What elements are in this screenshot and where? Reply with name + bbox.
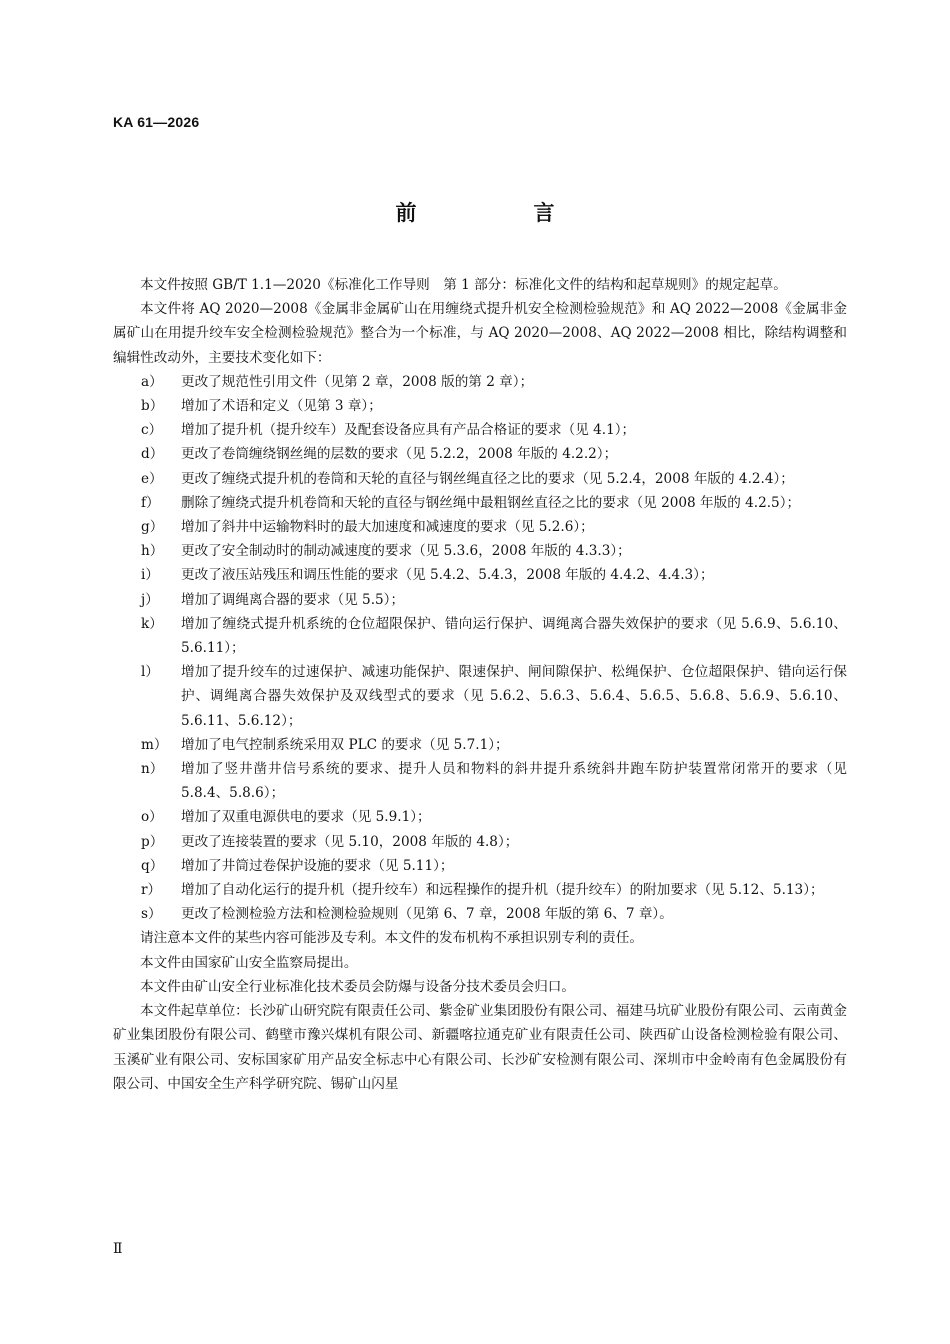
item-label: h）: [141, 543, 164, 560]
list-item: [113, 733, 847, 757]
standard-code: KA 61—2026: [113, 114, 200, 130]
list-item: [113, 442, 847, 466]
list-item: [113, 830, 847, 854]
item-label: e）: [141, 470, 163, 487]
item-text: 删除了缠绕式提升机卷筒和天轮的直径与钢丝绳中最粗钢丝直径之比的要求（见 2008 年版的 4.2.5）；: [181, 494, 801, 511]
list-item: [113, 805, 847, 829]
intro-paragraph: 本文件将 AQ 2020—2008《金属非金属矿山在用缠绕式提升机安全检测检验规范》和 AQ 2022—2008《金属非金属矿山在用提升绞车安全检测检验规范》整合为一个标准，与 AQ 2020—2008、AQ 2022—2008 相比，除结构调整和编辑性改动外，主要技术变化如下：: [113, 301, 847, 366]
item-text: 增加了竖井凿井信号系统的要求、提升人员和物料的斜井提升系统斜井跑车防护装置常闭常开的要求（见 5.8.4、5.8.6）；: [181, 761, 847, 802]
item-text: 更改了检测检验方法和检测检验规则（见第 6、7 章，2008 年版的第 6、7 章）。: [181, 906, 673, 923]
list-item: [113, 539, 847, 563]
intro-paragraph: 本文件按照 GB/T 1.1—2020《标准化工作导则 第 1 部分：标准化文件的结构和起草规则》的规定起草。: [140, 277, 787, 293]
item-label: f）: [141, 494, 160, 511]
item-label: g）: [141, 519, 164, 536]
list-item: [113, 467, 847, 491]
item-label: l）: [141, 664, 159, 681]
list-item: [113, 878, 847, 902]
document-body: [113, 273, 847, 1096]
item-label: n）: [141, 761, 164, 778]
item-label: c）: [141, 422, 163, 439]
item-label: o）: [141, 809, 163, 826]
page-number: Ⅱ: [113, 1241, 123, 1257]
list-item: [113, 612, 847, 660]
item-text: 更改了安全制动时的制动减速度的要求（见 5.3.6，2008 年版的 4.3.3）；: [181, 543, 631, 560]
item-text: 增加了井筒过卷保护设施的要求（见 5.11）；: [181, 857, 454, 874]
item-label: j）: [141, 591, 159, 608]
list-item: [113, 563, 847, 587]
list-item: [113, 515, 847, 539]
page-title: 前 言: [395, 201, 603, 225]
item-text: 增加了电气控制系统采用双 PLC 的要求（见 5.7.1）；: [181, 736, 509, 753]
item-label: q）: [141, 857, 164, 874]
proposer-statement: 本文件由国家矿山安全监察局提出。: [140, 954, 358, 971]
item-text: 增加了缠绕式提升机系统的仓位超限保护、错向运行保护、调绳离合器失效保护的要求（见 5.6.9、5.6.10、5.6.11）；: [181, 615, 847, 657]
list-item: [113, 394, 847, 418]
item-label: b）: [141, 398, 164, 415]
item-text: 增加了斜井中运输物料时的最大加速度和减速度的要求（见 5.2.6）；: [181, 519, 594, 536]
list-item: [113, 370, 847, 394]
item-text: 更改了液压站残压和调压性能的要求（见 5.4.2、5.4.3，2008 年版的 4.4.2、4.4.3）；: [181, 567, 714, 584]
list-item: [113, 902, 847, 926]
item-label: r）: [141, 882, 162, 899]
committee-statement: 本文件由矿山安全行业标准化技术委员会防爆与设备分技术委员会归口。: [140, 978, 575, 995]
item-label: p）: [141, 833, 164, 850]
item-label: i）: [141, 567, 159, 584]
list-item: [113, 418, 847, 442]
list-item: [113, 588, 847, 612]
list-item: [113, 757, 847, 805]
item-text: 增加了提升绞车的过速保护、减速功能保护、限速保护、闸间隙保护、松绳保护、仓位超限保护、错向运行保护、调绳离合器失效保护及双线型式的要求（见 5.6.2、5.6.3、5.6.4、5.6.5、5.6.8、5.6.9、5.6.10、5.6.11、5.6.12）；: [181, 664, 847, 729]
item-text: 更改了规范性引用文件（见第 2 章，2008 版的第 2 章）；: [181, 373, 534, 390]
item-label: m）: [141, 736, 168, 753]
drafting-units: 本文件起草单位：长沙矿山研究院有限责任公司、紫金矿业集团股份有限公司、福建马坑矿业股份有限公司、云南黄金矿业集团股份有限公司、鹤壁市豫兴煤机有限公司、新疆喀拉通克矿业有限责任公司、陕西矿山设备检测检验有限公司、玉溪矿业有限公司、安标国家矿用产品安全标志中心有限公司、长沙矿安检测有限公司、深圳市中金岭南有色金属股份有限公司、中国安全生产科学研究院、锡矿山闪星: [113, 1003, 847, 1092]
change-list: [113, 370, 847, 927]
item-label: s）: [141, 906, 162, 923]
item-text: 更改了缠绕式提升机的卷筒和天轮的直径与钢丝绳直径之比的要求（见 5.2.4，2008 年版的 4.2.4）；: [181, 470, 794, 487]
item-label: k）: [141, 615, 163, 632]
item-text: 增加了双重电源供电的要求（见 5.9.1）；: [181, 809, 431, 826]
item-text: 更改了连接装置的要求（见 5.10，2008 年版的 4.8）；: [181, 833, 519, 850]
item-text: 增加了提升机（提升绞车）及配套设备应具有产品合格证的要求（见 4.1）；: [181, 422, 636, 439]
patent-notice: 请注意本文件的某些内容可能涉及专利。本文件的发布机构不承担识别专利的责任。: [140, 930, 643, 947]
item-label: d）: [141, 446, 164, 463]
item-label: a）: [141, 373, 163, 390]
list-item: [113, 491, 847, 515]
item-text: 增加了自动化运行的提升机（提升绞车）和远程操作的提升机（提升绞车）的附加要求（见 5.12、5.13）；: [181, 882, 824, 899]
item-text: 更改了卷筒缠绕钢丝绳的层数的要求（见 5.2.2，2008 年版的 4.2.2）；: [181, 446, 618, 463]
item-text: 增加了调绳离合器的要求（见 5.5）；: [181, 591, 405, 608]
list-item: [113, 854, 847, 878]
list-item: [113, 660, 847, 733]
item-text: 增加了术语和定义（见第 3 章）；: [181, 398, 382, 415]
